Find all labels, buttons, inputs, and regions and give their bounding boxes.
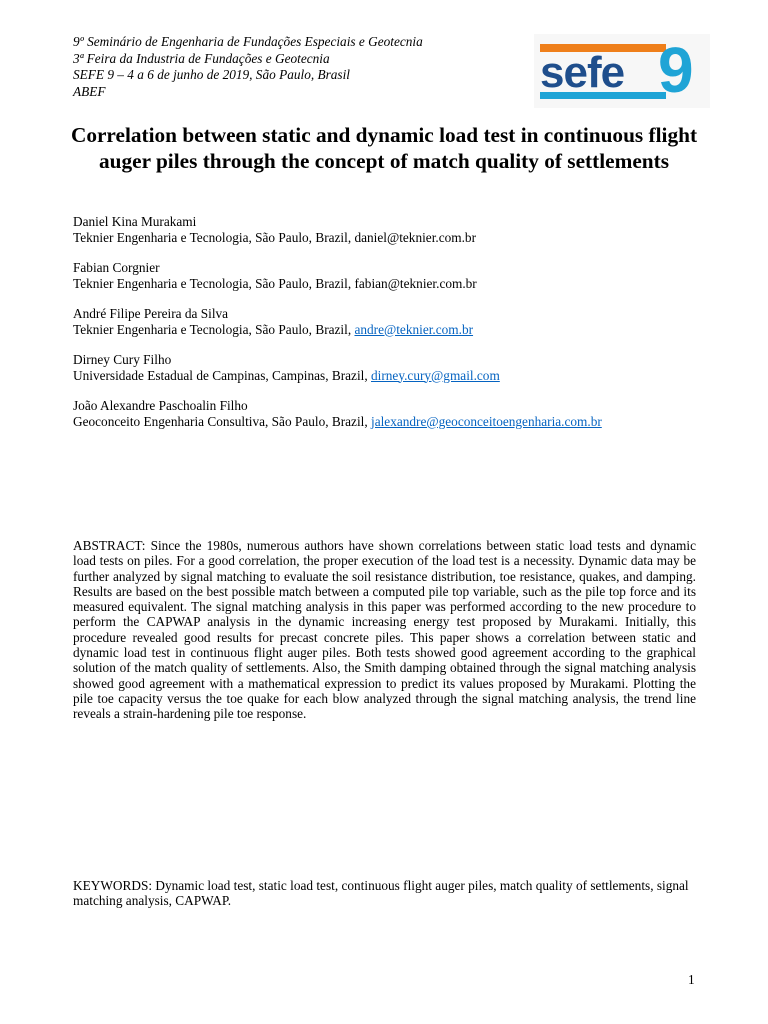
author-block	[73, 306, 713, 337]
affiliation-text: Teknier Engenharia e Tecnologia, São Paulo, Brazil, fabian@teknier.com.br	[73, 275, 477, 291]
author-affiliation	[73, 368, 713, 384]
email-link[interactable]: dirney.cury@gmail.com	[371, 367, 500, 383]
affiliation-text: Teknier Engenharia e Tecnologia, São Paulo, Brazil,	[73, 321, 355, 337]
page-number: 1	[688, 972, 695, 987]
sefe9-logo	[534, 34, 710, 108]
author-name: Dirney Cury Filho	[73, 352, 172, 367]
keywords-paragraph: KEYWORDS: Dynamic load test, static load test, continuous flight auger piles, match quality of settlements, signal matching analysis, CAPWAP.	[73, 878, 689, 909]
logo-text: sefe	[540, 48, 625, 97]
author-affiliation	[73, 276, 713, 292]
author-name: Fabian Corgnier	[73, 260, 160, 275]
author-name: Daniel Kina Murakami	[73, 214, 197, 229]
header-line-3: SEFE 9 – 4 a 6 de junho de 2019, São Paulo, Brasil	[73, 67, 350, 82]
paper-title: Correlation between static and dynamic load test in continuous flight auger piles through the concept of match quality of settlements	[70, 123, 698, 173]
header-line-1: 9º Seminário de Engenharia de Fundações Especiais e Geotecnia	[73, 34, 423, 49]
author-name: João Alexandre Paschoalin Filho	[73, 398, 248, 413]
abstract-paragraph: ABSTRACT: Since the 1980s, numerous authors have shown correlations between static load tests and dynamic load tests on piles. For a good correlation, the proper execution of the load test is a necessity. Dynamic data may be further analyzed by signal matching to evaluate the soil resistance distribution, toe resistance, quakes, and damping. Results are based on the best possible match between a computed pile top variable, such as the pile top force and its measured equivalent. The signal matching analysis in this paper was performed according to the new procedure to perform the CAPWAP analysis in the dynamic increasing energy test proposed by Murakami. Initially, this procedure revealed good results for precast concrete piles. This paper shows a correlation between static and dynamic load test in continuous flight auger piles. Both tests showed good agreement according to the graphical solution of the match quality of settlements. Also, the Smith damping obtained through the signal matching analysis showed good agreement with a mathematical expression to predict its values proposed by Murakami. Plotting the pile toe capacity versus the toe quake for each blow analyzed through the signal matching analysis, the trend line reveals a strain-hardening pile toe response.	[73, 538, 696, 722]
author-name: André Filipe Pereira da Silva	[73, 306, 229, 321]
email-link[interactable]: jalexandre@geoconceitoengenharia.com.br	[371, 413, 602, 429]
author-affiliation	[73, 230, 713, 246]
sefe9-logo-graphic	[534, 34, 710, 108]
email-link[interactable]: andre@teknier.com.br	[354, 321, 474, 337]
affiliation-text: Universidade Estadual de Campinas, Campinas, Brazil,	[73, 367, 371, 383]
author-block	[73, 352, 713, 383]
logo-number: 9	[658, 34, 694, 106]
author-block	[73, 214, 713, 245]
header-line-2: 3ª Feira da Industria de Fundações e Geotecnia	[73, 50, 330, 66]
affiliation-text: Geoconceito Engenharia Consultiva, São Paulo, Brazil,	[73, 413, 371, 429]
header-line-4: ABEF	[73, 83, 106, 99]
author-list	[73, 214, 713, 444]
conference-header	[73, 34, 423, 100]
author-affiliation	[73, 322, 713, 338]
author-block	[73, 398, 713, 429]
author-block	[73, 260, 713, 291]
affiliation-text: Teknier Engenharia e Tecnologia, São Paulo, Brazil, daniel@teknier.com.br	[73, 229, 477, 245]
author-affiliation	[73, 414, 713, 430]
